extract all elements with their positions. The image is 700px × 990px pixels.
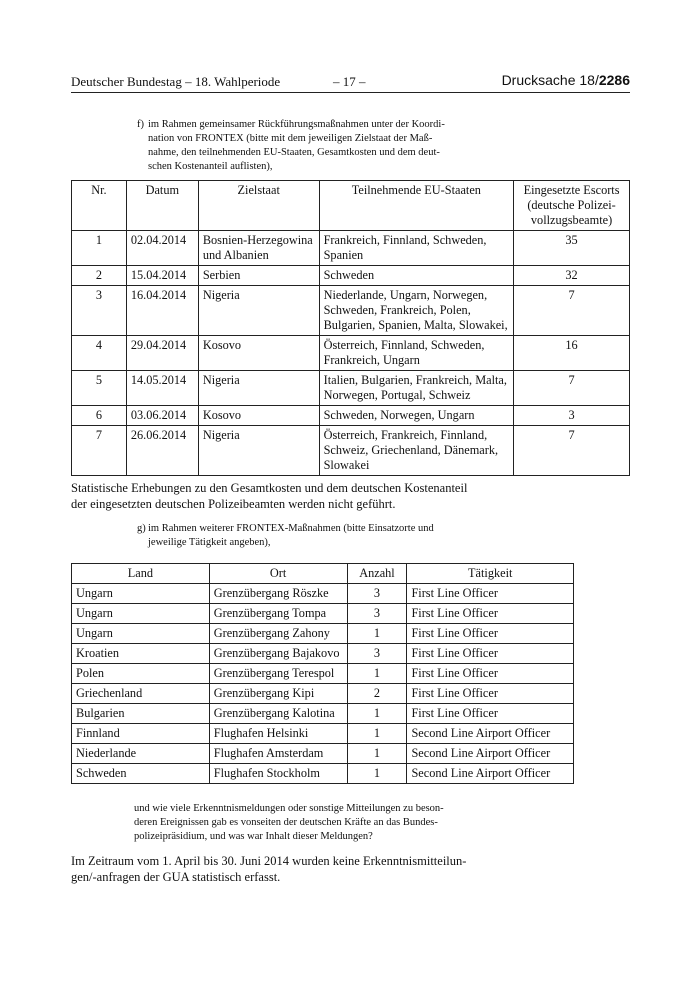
cell-ort: Grenzübergang Kalotina	[209, 704, 347, 724]
cell-datum: 02.04.2014	[126, 231, 198, 266]
cell-taetigkeit: First Line Officer	[407, 704, 574, 724]
cell-anzahl: 1	[347, 664, 407, 684]
cell-anzahl: 3	[347, 644, 407, 664]
cell-line: Kosovo	[202, 338, 242, 352]
cell-nr: 5	[72, 371, 127, 406]
cell-escorts: 16	[514, 336, 630, 371]
question-f-line: nation von FRONTEX (bitte mit dem jeweiligen Zielstaat der Maß-	[148, 133, 433, 144]
cell-line: Italien, Bulgarien, Frankreich, Malta,	[323, 373, 507, 387]
cell-escorts: 32	[514, 266, 630, 286]
table-row	[72, 286, 630, 336]
cell-escorts: 7	[514, 371, 630, 406]
col-header-taetigkeit: Tätigkeit	[407, 564, 574, 584]
answer-f-line: der eingesetzten deutschen Polizeibeamten werden nicht geführt.	[71, 497, 396, 511]
col-header-eu-staaten: Teilnehmende EU-Staaten	[319, 181, 513, 231]
col-header-anzahl: Anzahl	[347, 564, 407, 584]
table-row	[72, 584, 574, 604]
cell-datum: 29.04.2014	[126, 336, 198, 371]
cell-anzahl: 3	[347, 584, 407, 604]
cell-eu-staaten	[319, 426, 513, 476]
cell-line: Österreich, Frankreich, Finnland,	[323, 428, 488, 442]
cell-ort: Grenzübergang Kipi	[209, 684, 347, 704]
header-line: (deutsche Polizei-	[527, 198, 616, 212]
col-header-land: Land	[72, 564, 210, 584]
cell-zielstaat	[198, 231, 319, 266]
answer-f	[71, 480, 467, 512]
cell-ort: Grenzübergang Tompa	[209, 604, 347, 624]
cell-zielstaat	[198, 371, 319, 406]
cell-line: Bosnien-Herzegowina	[202, 233, 313, 247]
table-header-row	[72, 181, 630, 231]
cell-line: Schweden, Norwegen, Ungarn	[323, 408, 475, 422]
cell-line: Frankreich, Ungarn	[323, 353, 420, 367]
table-row	[72, 684, 574, 704]
cell-nr: 6	[72, 406, 127, 426]
table-row	[72, 724, 574, 744]
cell-ort: Grenzübergang Röszke	[209, 584, 347, 604]
cell-taetigkeit: First Line Officer	[407, 644, 574, 664]
cell-nr: 2	[72, 266, 127, 286]
question-f-line: nahme, den teilnehmenden EU-Staaten, Gesamtkosten und dem deut-	[148, 147, 440, 158]
cell-land: Ungarn	[72, 624, 210, 644]
cell-taetigkeit: First Line Officer	[407, 664, 574, 684]
cell-line: Schweden	[323, 268, 375, 282]
cell-taetigkeit: Second Line Airport Officer	[407, 764, 574, 784]
header-line: vollzugsbeamte)	[530, 213, 613, 227]
cell-land: Kroatien	[72, 644, 210, 664]
question-f-marker: f)	[137, 119, 144, 130]
cell-taetigkeit: First Line Officer	[407, 584, 574, 604]
answer-f-line: Statistische Erhebungen zu den Gesamtkosten und dem deutschen Kostenanteil	[71, 481, 468, 495]
cell-eu-staaten	[319, 231, 513, 266]
cell-escorts: 7	[514, 286, 630, 336]
question-g	[137, 522, 470, 550]
table-row	[72, 266, 630, 286]
cell-line: Frankreich, Finnland, Schweden,	[323, 233, 487, 247]
cell-taetigkeit: Second Line Airport Officer	[407, 724, 574, 744]
cell-taetigkeit: Second Line Airport Officer	[407, 744, 574, 764]
answer-h	[71, 853, 466, 885]
cell-eu-staaten	[319, 286, 513, 336]
cell-line: Nigeria	[202, 288, 240, 302]
cell-anzahl: 1	[347, 704, 407, 724]
table-row	[72, 406, 630, 426]
frontex-deployments-table	[71, 563, 574, 784]
cell-nr: 1	[72, 231, 127, 266]
cell-datum: 16.04.2014	[126, 286, 198, 336]
table-row	[72, 426, 630, 476]
cell-datum: 03.06.2014	[126, 406, 198, 426]
cell-zielstaat	[198, 426, 319, 476]
cell-eu-staaten	[319, 266, 513, 286]
header-publication: Deutscher Bundestag – 18. Wahlperiode	[71, 74, 281, 89]
cell-ort: Flughafen Amsterdam	[209, 744, 347, 764]
answer-h-line: Im Zeitraum vom 1. April bis 30. Juni 2014 wurden keine Erkenntnismitteilun-	[71, 854, 467, 868]
answer-h-line: gen/-anfragen der GUA statistisch erfasst.	[71, 870, 281, 884]
cell-line: Kosovo	[202, 408, 242, 422]
cell-line: Österreich, Finnland, Schweden,	[323, 338, 485, 352]
cell-zielstaat	[198, 286, 319, 336]
table-row	[72, 231, 630, 266]
table-row	[72, 764, 574, 784]
col-header-nr: Nr.	[72, 181, 127, 231]
table-row	[72, 664, 574, 684]
cell-ort: Flughafen Stockholm	[209, 764, 347, 784]
cell-ort: Grenzübergang Bajakovo	[209, 644, 347, 664]
cell-line: Serbien	[202, 268, 241, 282]
document-number-prefix: Drucksache 18/	[501, 72, 599, 88]
cell-line: Bulgarien, Spanien, Malta, Slowakei,	[323, 318, 508, 332]
question-f-line: schen Kostenanteil auflisten),	[148, 161, 273, 172]
cell-anzahl: 3	[347, 604, 407, 624]
cell-anzahl: 2	[347, 684, 407, 704]
cell-land: Ungarn	[72, 584, 210, 604]
cell-datum: 14.05.2014	[126, 371, 198, 406]
header-rule	[71, 92, 630, 93]
page-number: – 17 –	[333, 74, 366, 89]
cell-anzahl: 1	[347, 624, 407, 644]
cell-nr: 3	[72, 286, 127, 336]
question-g-marker: g)	[137, 523, 146, 534]
cell-line: Schweden, Frankreich, Polen,	[323, 303, 471, 317]
cell-line: Spanien	[323, 248, 364, 262]
cell-land: Griechenland	[72, 684, 210, 704]
question-g-line: im Rahmen weiterer FRONTEX-Maßnahmen (bitte Einsatzorte und	[148, 523, 434, 534]
cell-taetigkeit: First Line Officer	[407, 604, 574, 624]
question-h-line: polizeipräsidium, und was war Inhalt dieser Meldungen?	[134, 831, 373, 842]
table-row	[72, 704, 574, 724]
col-header-escorts	[514, 181, 630, 231]
cell-land: Polen	[72, 664, 210, 684]
document-number	[502, 72, 630, 88]
cell-datum: 15.04.2014	[126, 266, 198, 286]
table-row	[72, 624, 574, 644]
col-header-zielstaat: Zielstaat	[198, 181, 319, 231]
cell-datum: 26.06.2014	[126, 426, 198, 476]
cell-escorts: 35	[514, 231, 630, 266]
question-f-line: im Rahmen gemeinsamer Rückführungsmaßnahmen unter der Koordi-	[148, 119, 445, 130]
cell-eu-staaten	[319, 371, 513, 406]
cell-land: Ungarn	[72, 604, 210, 624]
table-row	[72, 336, 630, 371]
cell-land: Finnland	[72, 724, 210, 744]
question-h	[134, 802, 470, 844]
cell-ort: Flughafen Helsinki	[209, 724, 347, 744]
table-row	[72, 644, 574, 664]
cell-anzahl: 1	[347, 724, 407, 744]
cell-zielstaat	[198, 266, 319, 286]
cell-line: und Albanien	[202, 248, 269, 262]
cell-line: Norwegen, Portugal, Schweiz	[323, 388, 471, 402]
cell-anzahl: 1	[347, 764, 407, 784]
cell-nr: 4	[72, 336, 127, 371]
col-header-datum: Datum	[126, 181, 198, 231]
cell-land: Niederlande	[72, 744, 210, 764]
cell-anzahl: 1	[347, 744, 407, 764]
cell-zielstaat	[198, 406, 319, 426]
cell-line: Niederlande, Ungarn, Norwegen,	[323, 288, 488, 302]
table-header-row	[72, 564, 574, 584]
col-header-ort: Ort	[209, 564, 347, 584]
cell-line: Nigeria	[202, 428, 240, 442]
cell-taetigkeit: First Line Officer	[407, 684, 574, 704]
cell-land: Bulgarien	[72, 704, 210, 724]
cell-eu-staaten	[319, 336, 513, 371]
cell-line: Nigeria	[202, 373, 240, 387]
cell-escorts: 7	[514, 426, 630, 476]
table-row	[72, 604, 574, 624]
cell-escorts: 3	[514, 406, 630, 426]
page-header	[71, 72, 630, 92]
table-row	[72, 371, 630, 406]
cell-ort: Grenzübergang Terespol	[209, 664, 347, 684]
cell-taetigkeit: First Line Officer	[407, 624, 574, 644]
document-number-value: 2286	[598, 72, 630, 88]
cell-nr: 7	[72, 426, 127, 476]
question-g-line: jeweilige Tätigkeit angeben),	[148, 537, 271, 548]
cell-line: Schweiz, Griechenland, Dänemark,	[323, 443, 499, 457]
cell-eu-staaten	[319, 406, 513, 426]
question-f	[137, 118, 470, 174]
table-row	[72, 744, 574, 764]
cell-ort: Grenzübergang Zahony	[209, 624, 347, 644]
cell-land: Schweden	[72, 764, 210, 784]
return-operations-table	[71, 180, 630, 476]
question-h-line: deren Ereignissen gab es vonseiten der deutschen Kräfte an das Bundes-	[134, 817, 438, 828]
question-h-line: und wie viele Erkenntnismeldungen oder sonstige Mitteilungen zu beson-	[134, 803, 444, 814]
header-line: Eingesetzte Escorts	[523, 183, 620, 197]
cell-zielstaat	[198, 336, 319, 371]
cell-line: Slowakei	[323, 458, 370, 472]
